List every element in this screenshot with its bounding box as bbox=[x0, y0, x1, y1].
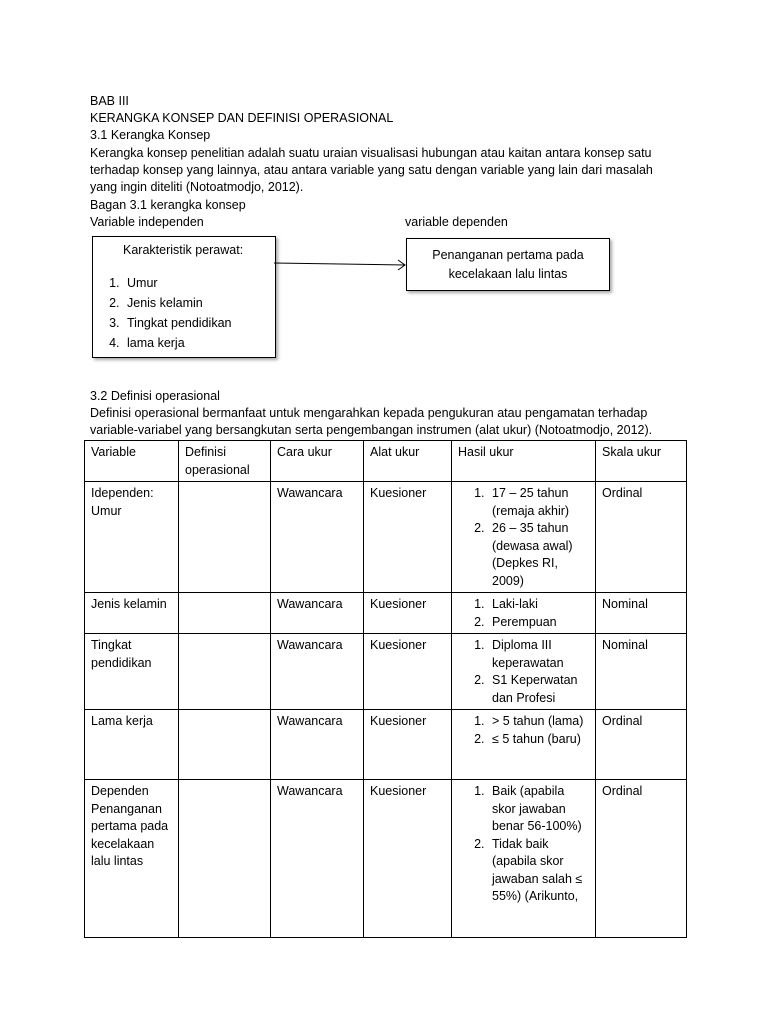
method-cell: Wawancara bbox=[271, 710, 364, 780]
scale-cell: Nominal bbox=[596, 593, 687, 634]
method-cell: Wawancara bbox=[271, 780, 364, 938]
method-cell: Wawancara bbox=[271, 634, 364, 710]
section-1-title: 3.1 Kerangka Konsep bbox=[90, 128, 211, 142]
independent-box-title: Karakteristik perawat: bbox=[123, 243, 244, 257]
result-cell bbox=[452, 634, 596, 710]
independent-box-list bbox=[93, 273, 305, 353]
result-cell bbox=[452, 593, 596, 634]
result-item: 1. Baik (apabila skor jawaban benar 56-100%) bbox=[488, 783, 589, 836]
list-item: 2. Jenis kelamin bbox=[123, 293, 305, 313]
header-cell: Alat ukur bbox=[364, 441, 452, 482]
chapter-title: KERANGKA KONSEP DAN DEFINISI OPERASIONAL bbox=[90, 111, 394, 125]
section-2-paragraph: Definisi operasional bermanfaat untuk mengarahkan kepada pengukuran atau pengamatan terhadap variable-variabel yang bersangkutan serta pengembangan instrumen (alat ukur) (Notoatmodjo, 2012). bbox=[90, 406, 653, 437]
result-item: 2. Perempuan bbox=[488, 614, 589, 632]
definition-cell bbox=[179, 780, 271, 938]
definition-cell bbox=[179, 482, 271, 593]
section-2-title: 3.2 Definisi operasional bbox=[90, 389, 220, 403]
header-cell: Cara ukur bbox=[271, 441, 364, 482]
variable-cell: Tingkat pendidikan bbox=[85, 634, 179, 710]
variable-cell: Dependen Penanganan pertama pada kecelakaan lalu lintas bbox=[85, 780, 179, 938]
dependent-box-line-2: kecelakaan lalu lintas bbox=[448, 267, 568, 281]
variable-cell: Idependen: Umur bbox=[85, 482, 179, 593]
arrow-connector bbox=[274, 258, 408, 272]
result-item: 2. S1 Keperwatan dan Profesi bbox=[488, 672, 589, 707]
result-item: 1. Laki-laki bbox=[488, 596, 589, 614]
result-item: 2. Tidak baik (apabila skor jawaban salah ≤ 55%) (Arikunto, bbox=[488, 836, 589, 906]
table-row bbox=[85, 710, 687, 780]
tool-cell: Kuesioner bbox=[364, 634, 452, 710]
scale-cell: Ordinal bbox=[596, 780, 687, 938]
method-cell: Wawancara bbox=[271, 482, 364, 593]
header-cell: Variable bbox=[85, 441, 179, 482]
result-cell bbox=[452, 482, 596, 593]
dependent-box bbox=[406, 238, 610, 291]
chapter-label: BAB III bbox=[90, 94, 129, 108]
tool-cell: Kuesioner bbox=[364, 593, 452, 634]
bagan-caption: Bagan 3.1 kerangka konsep bbox=[90, 198, 246, 212]
table-header-row bbox=[85, 441, 687, 482]
scale-cell: Ordinal bbox=[596, 482, 687, 593]
result-item: 2. 26 – 35 tahun (dewasa awal) (Depkes RI, 2009) bbox=[488, 520, 589, 590]
result-item: 1. > 5 tahun (lama) bbox=[488, 713, 589, 731]
section-1-paragraph: Kerangka konsep penelitian adalah suatu uraian visualisasi hubungan atau kaitan antara konsep satu terhadap konsep yang lainnya, atau antara variable yang satu dengan variable yang lain dari masalah yang ingin diteliti (Notoatmodjo, 2012). bbox=[90, 146, 653, 194]
variable-cell: Jenis kelamin bbox=[85, 593, 179, 634]
list-item: 3. Tingkat pendidikan bbox=[123, 313, 305, 333]
header-cell: Hasil ukur bbox=[452, 441, 596, 482]
table-row bbox=[85, 482, 687, 593]
table-row bbox=[85, 634, 687, 710]
dependent-variable-label: variable dependen bbox=[405, 215, 508, 229]
definition-cell bbox=[179, 593, 271, 634]
definition-table bbox=[84, 440, 687, 938]
scale-cell: Nominal bbox=[596, 634, 687, 710]
list-item: 4. lama kerja bbox=[123, 333, 305, 353]
definition-cell bbox=[179, 710, 271, 780]
header-cell: Definisi operasional bbox=[179, 441, 271, 482]
scale-cell: Ordinal bbox=[596, 710, 687, 780]
variable-cell: Lama kerja bbox=[85, 710, 179, 780]
method-cell: Wawancara bbox=[271, 593, 364, 634]
header-cell: Skala ukur bbox=[596, 441, 687, 482]
definition-cell bbox=[179, 634, 271, 710]
result-cell bbox=[452, 780, 596, 938]
tool-cell: Kuesioner bbox=[364, 780, 452, 938]
independent-variable-label: Variable independen bbox=[90, 215, 204, 229]
table-row bbox=[85, 593, 687, 634]
result-item: 1. Diploma III keperawatan bbox=[488, 637, 589, 672]
result-cell bbox=[452, 710, 596, 780]
tool-cell: Kuesioner bbox=[364, 482, 452, 593]
tool-cell: Kuesioner bbox=[364, 710, 452, 780]
independent-box bbox=[92, 236, 276, 358]
list-item: 1. Umur bbox=[123, 273, 305, 293]
result-item: 2. ≤ 5 tahun (baru) bbox=[488, 731, 589, 749]
table-row bbox=[85, 780, 687, 938]
dependent-box-line-1: Penanganan pertama pada bbox=[432, 248, 584, 262]
result-item: 1. 17 – 25 tahun (remaja akhir) bbox=[488, 485, 589, 520]
